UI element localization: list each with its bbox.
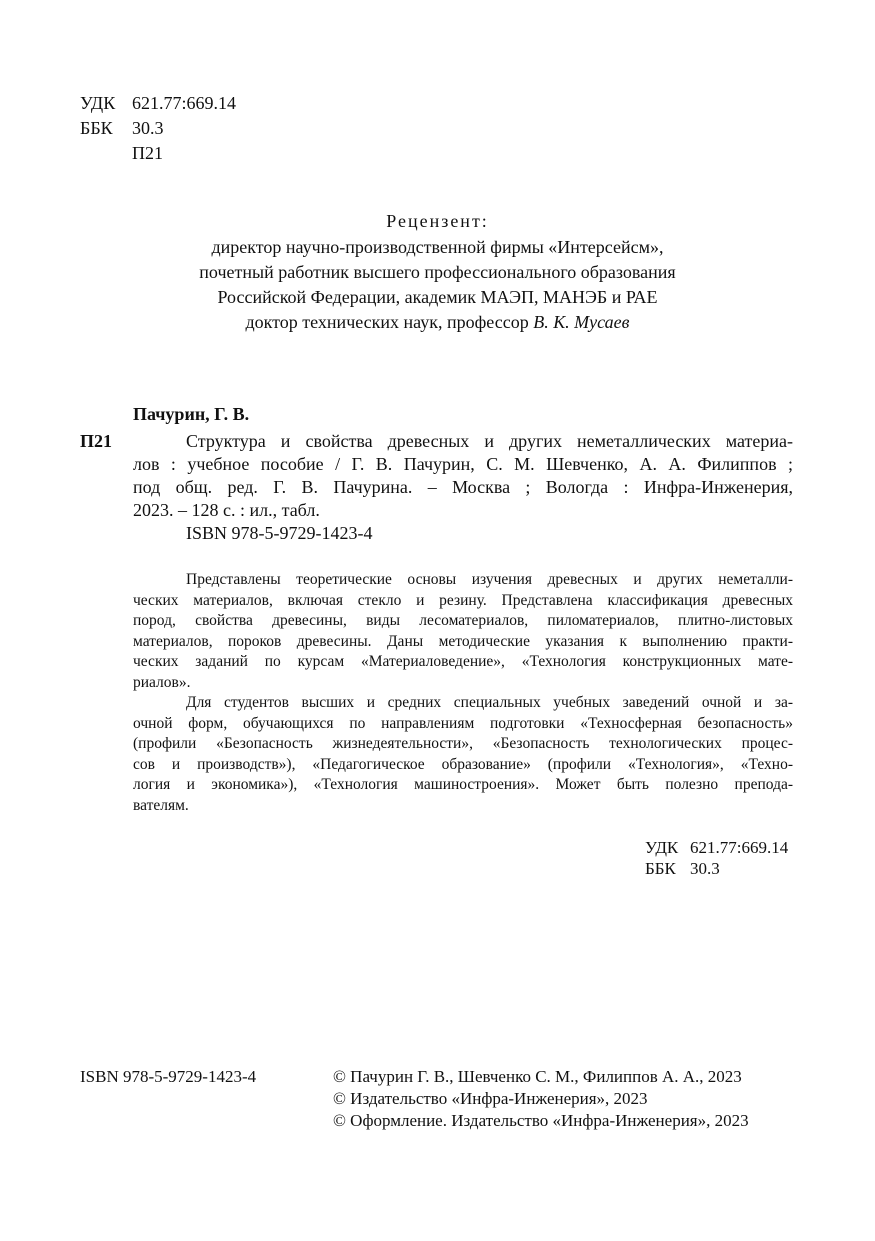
reviewer-line-2: почетный работник высшего профессионального образования — [199, 262, 676, 282]
bottom-udk-label: УДК — [645, 838, 679, 857]
abstract-p2-line-6: вателям. — [133, 796, 189, 814]
abstract-p1-line-6: риалов». — [133, 673, 191, 691]
bib-isbn: ISBN 978-5-9729-1423-4 — [186, 523, 373, 543]
abstract-p2-line-1: Для студентов высших и средних специальных учебных заведений очной и за- — [186, 694, 793, 711]
abstract-p2-line-5: логия и экономика»), «Технология машиностроения». Может быть полезно препода- — [133, 776, 793, 793]
reviewer-heading: Рецензент: — [386, 211, 489, 231]
footer-isbn: ISBN 978-5-9729-1423-4 — [80, 1067, 257, 1086]
abstract-p1-line-5: ческих заданий по курсам «Материаловедение», «Технология конструкционных мате- — [133, 653, 793, 670]
bbk-code — [80, 117, 164, 140]
udk-code — [80, 92, 236, 115]
abstract-p1-line-2: ческих материалов, включая стекло и резину. Представлена классификация древесных — [133, 591, 793, 609]
copyright-design: © Оформление. Издательство «Инфра-Инженерия», 2023 — [333, 1111, 749, 1130]
bottom-udk-code — [645, 837, 788, 858]
reviewer-name: В. К. Мусаев — [533, 312, 630, 332]
bib-author-heading: Пачурин, Г. В. — [133, 404, 250, 424]
reviewer-line-1: директор научно-производственной фирмы «Интерсейсм», — [211, 237, 664, 257]
abstract-p2-line-2: очной форм, обучающихся по направлениям подготовки «Техносферная безопасность» — [133, 714, 793, 732]
reviewer-line-3: Российской Федерации, академик МАЭП, МАНЭБ и РАЕ — [217, 287, 658, 307]
bib-line-3: под общ. ред. Г. В. Пачурина. – Москва ; Вологда : Инфра-Инженерия, — [133, 477, 793, 497]
bib-line-1: Структура и свойства древесных и других неметаллических материа- — [186, 431, 793, 451]
bbk-label: ББК — [80, 118, 113, 138]
bottom-bbk-label: ББК — [645, 859, 676, 878]
reviewer-line-4 — [0, 311, 875, 334]
copyright-publisher: © Издательство «Инфра-Инженерия», 2023 — [333, 1089, 648, 1108]
udk-value: 621.77:669.14 — [132, 93, 237, 113]
bottom-bbk-code — [645, 858, 720, 879]
abstract-p2-line-3: (профили «Безопасность жизнедеятельности», «Безопасность технологических процес- — [133, 735, 793, 752]
author-mark-top: П21 — [132, 143, 163, 163]
bottom-bbk-value: 30.3 — [690, 859, 720, 878]
abstract-p1-line-4: материалов, пороков древесины. Даны методические указания к выполнению практи- — [133, 632, 793, 650]
bib-author-mark: П21 — [80, 431, 113, 451]
reviewer-title: доктор технических наук, профессор — [245, 312, 529, 332]
bottom-udk-value: 621.77:669.14 — [690, 838, 789, 857]
bib-line-2: лов : учебное пособие / Г. В. Пачурин, С. М. Шевченко, А. А. Филиппов ; — [133, 454, 793, 474]
udk-label: УДК — [80, 93, 116, 113]
bib-line-4: 2023. – 128 с. : ил., табл. — [133, 500, 320, 520]
copyright-authors: © Пачурин Г. В., Шевченко С. М., Филиппов А. А., 2023 — [333, 1067, 742, 1086]
bbk-value: 30.3 — [132, 118, 164, 138]
abstract-p1-line-3: пород, свойства древесины, виды лесоматериалов, пиломатериалов, плитно-листовых — [133, 612, 793, 629]
abstract-p2-line-4: сов и производств»), «Педагогическое образование» (профили «Технология», «Техно- — [133, 755, 793, 773]
abstract-p1-line-1: Представлены теоретические основы изучения древесных и других неметалли- — [186, 571, 793, 588]
